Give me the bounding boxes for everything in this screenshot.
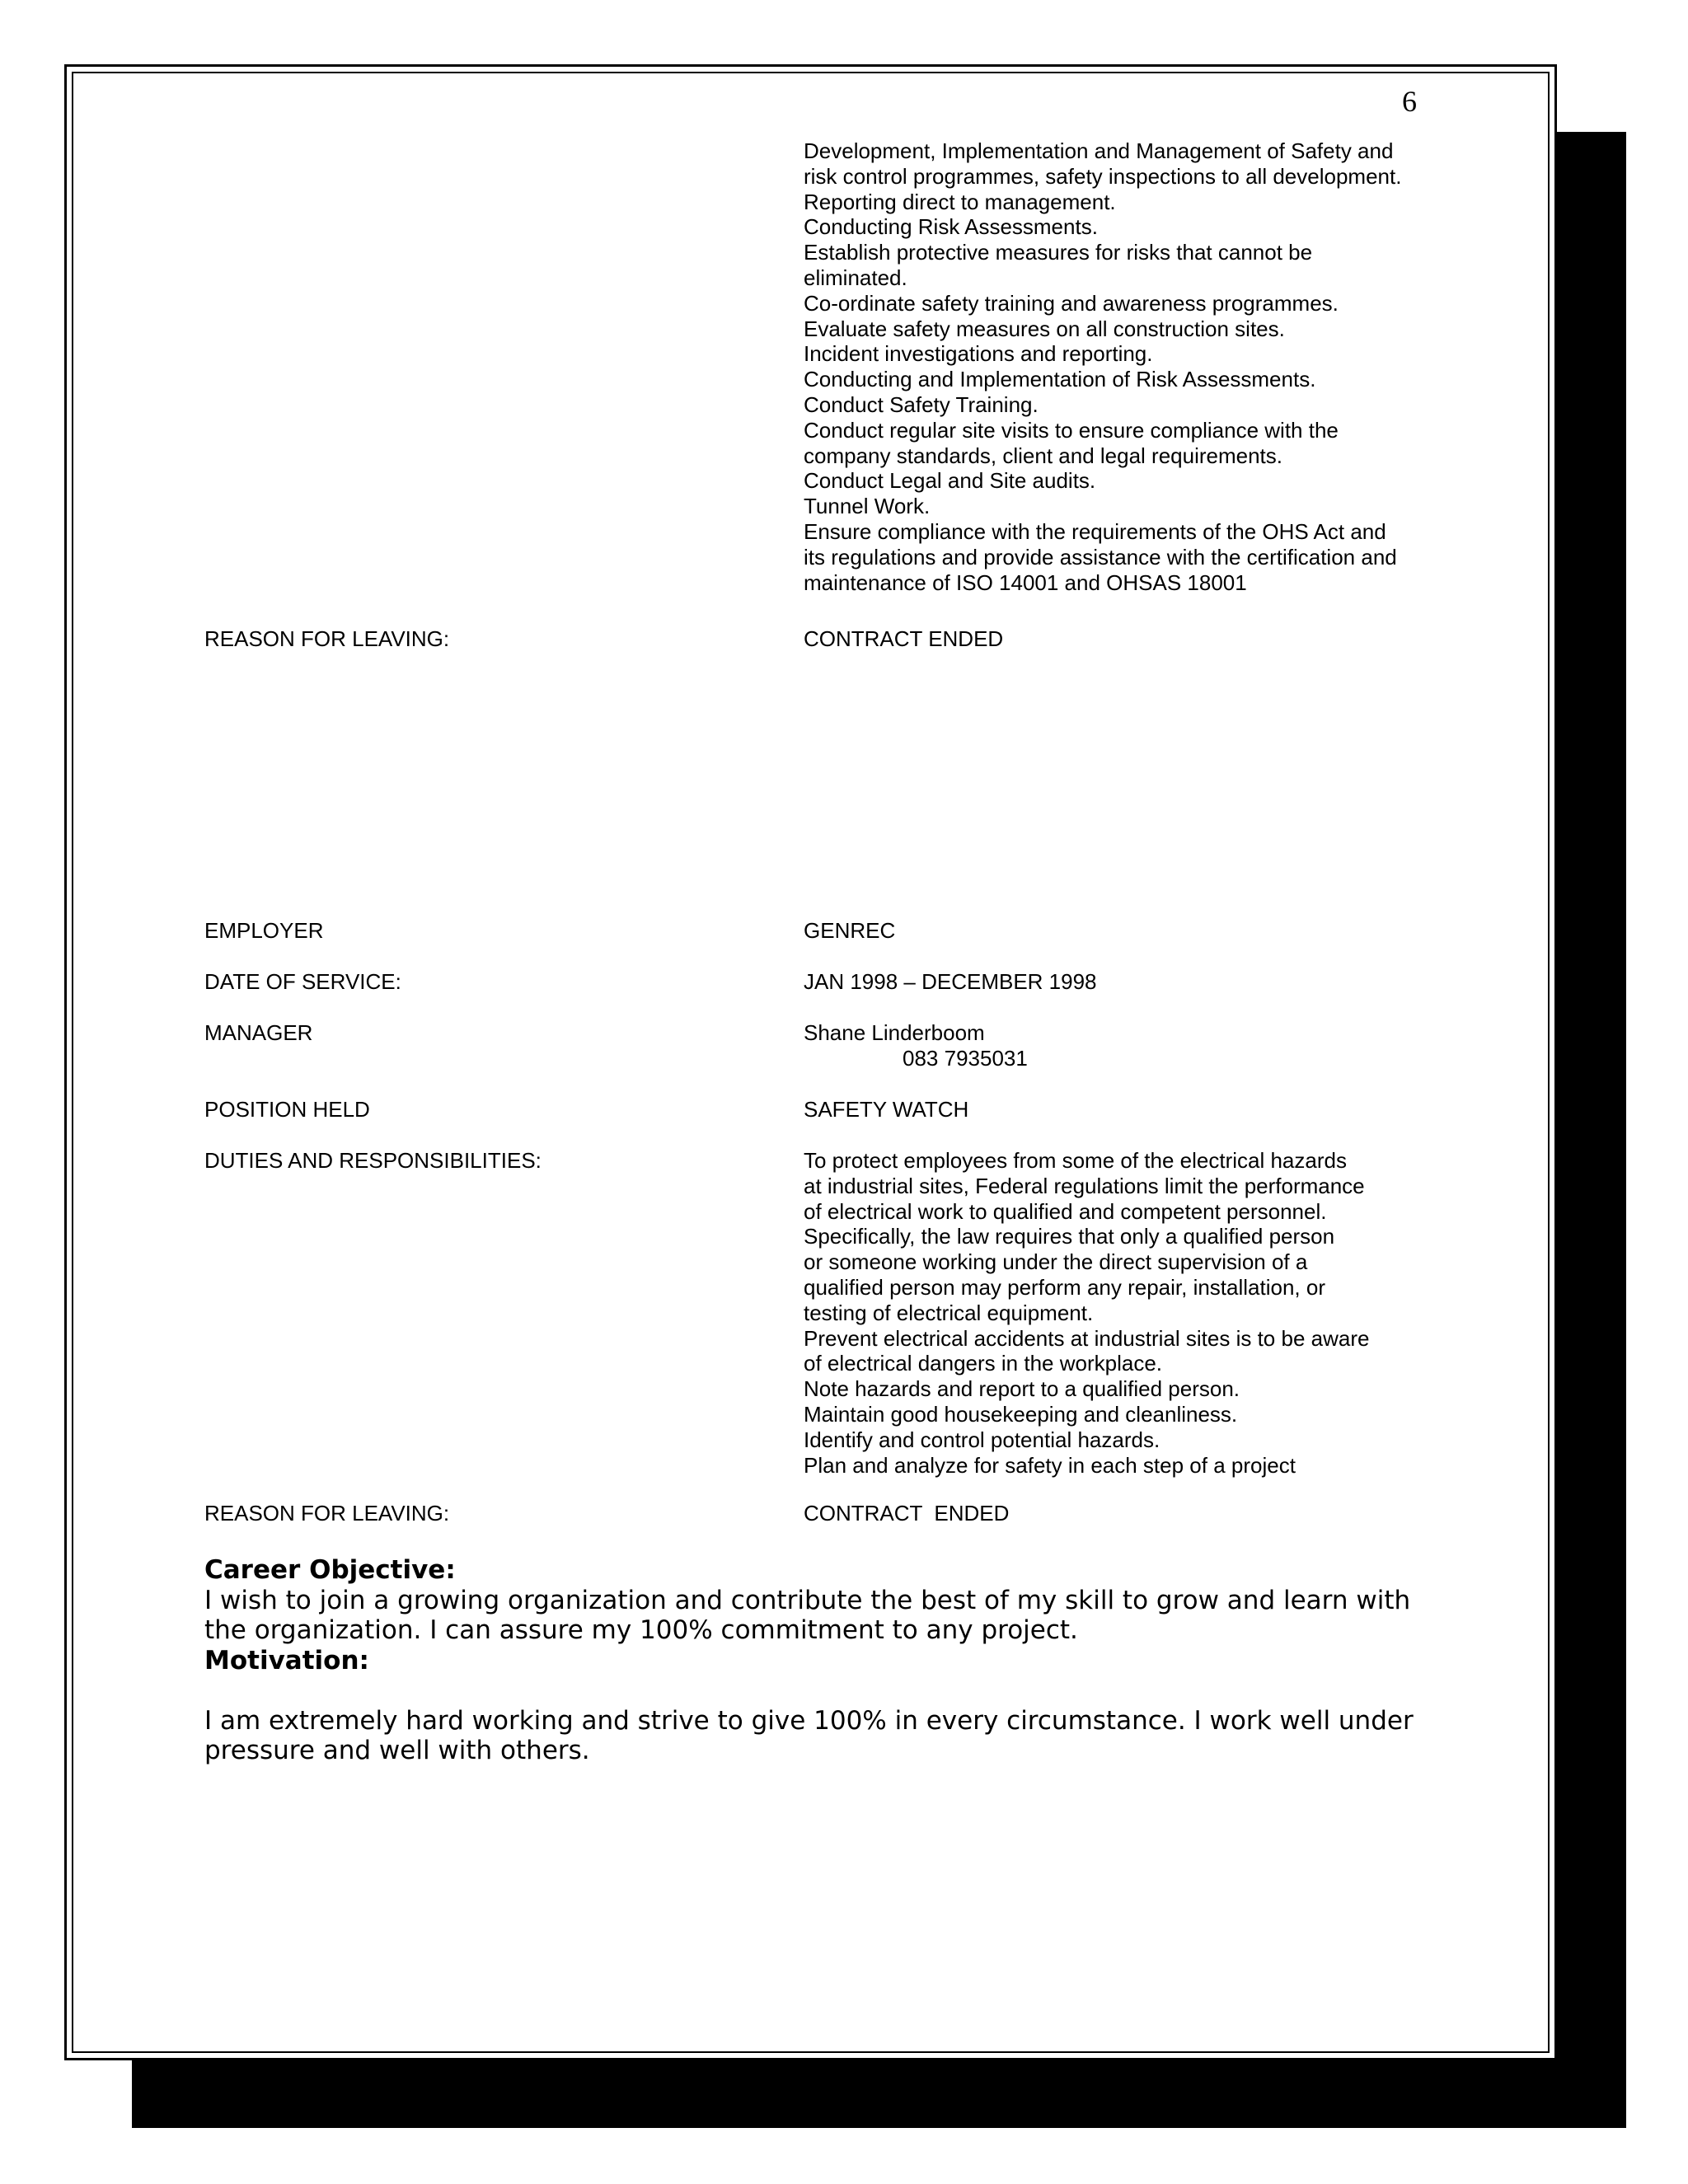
list-item: To protect employees from some of the electrical hazards: [804, 1148, 1347, 1173]
list-item: Conduct regular site visits to ensure compliance with the: [804, 417, 1339, 443]
list-item: eliminated.: [804, 265, 907, 290]
position-held-label: POSITION HELD: [204, 1097, 370, 1122]
career-objective-heading: Career Objective:: [204, 1555, 456, 1585]
manager-phone: 083 7935031: [903, 1046, 1028, 1071]
list-item: of electrical dangers in the workplace.: [804, 1351, 1163, 1376]
second-reason-value: CONTRACT ENDED: [804, 1501, 1010, 1526]
list-item: Development, Implementation and Management of Safety and: [804, 138, 1394, 163]
duties-label: DUTIES AND RESPONSIBILITIES:: [204, 1148, 542, 1173]
list-item: its regulations and provide assistance with the certification and: [804, 544, 1397, 569]
list-item: maintenance of ISO 14001 and OHSAS 18001: [804, 569, 1247, 595]
list-item: Incident investigations and reporting.: [804, 341, 1153, 367]
list-item: or someone working under the direct supervision of a: [804, 1249, 1308, 1275]
career-objective-line: I wish to join a growing organization and contribute the best of my skill to grow and learn with: [204, 1586, 1411, 1615]
list-item: Ensure compliance with the requirements of the OHS Act and: [804, 518, 1386, 544]
list-item: Identify and control potential hazards.: [804, 1427, 1160, 1452]
list-item: Specifically, the law requires that only a qualified person: [804, 1224, 1335, 1249]
list-item: Conducting and Implementation of Risk Assessments.: [804, 367, 1316, 392]
career-objective-line: the organization. I can assure my 100% commitment to any project.: [204, 1615, 1078, 1645]
position-held-value: SAFETY WATCH: [804, 1097, 969, 1122]
list-item: risk control programmes, safety inspections to all development.: [804, 163, 1402, 189]
employer-value: GENREC: [804, 918, 896, 943]
list-item: Maintain good housekeeping and cleanliness.: [804, 1401, 1238, 1427]
list-item: Reporting direct to management.: [804, 189, 1116, 214]
list-item: Tunnel Work.: [804, 494, 931, 519]
list-item: Conduct Legal and Site audits.: [804, 468, 1096, 494]
page-number: 6: [1402, 85, 1417, 118]
manager-name: Shane Linderboom: [804, 1020, 985, 1045]
list-item: qualified person may perform any repair, installation, or: [804, 1274, 1325, 1300]
manager-label: MANAGER: [204, 1020, 313, 1045]
list-item: company standards, client and legal requirements.: [804, 443, 1282, 468]
list-item: testing of electrical equipment.: [804, 1300, 1094, 1325]
list-item: Prevent electrical accidents at industrial sites is to be aware: [804, 1325, 1370, 1351]
list-item: Evaluate safety measures on all construction sites.: [804, 316, 1285, 341]
list-item: Conduct Safety Training.: [804, 391, 1039, 417]
date-of-service-value: JAN 1998 – DECEMBER 1998: [804, 969, 1097, 994]
employer-label: EMPLOYER: [204, 918, 324, 943]
second-job-duties-list: [804, 1148, 1369, 1478]
list-item: Plan and analyze for safety in each step of a project: [804, 1452, 1296, 1478]
second-reason-label: REASON FOR LEAVING:: [204, 1501, 450, 1526]
motivation-line: pressure and well with others.: [204, 1736, 590, 1765]
list-item: Co-ordinate safety training and awareness programmes.: [804, 290, 1339, 316]
first-reason-value: CONTRACT ENDED: [804, 626, 1004, 651]
date-of-service-label: DATE OF SERVICE:: [204, 969, 401, 994]
motivation-line: I am extremely hard working and strive to give 100% in every circumstance. I work well under: [204, 1706, 1414, 1736]
list-item: Establish protective measures for risks that cannot be: [804, 240, 1313, 265]
first-reason-label: REASON FOR LEAVING:: [204, 626, 450, 651]
list-item: Note hazards and report to a qualified person.: [804, 1376, 1240, 1402]
list-item: at industrial sites, Federal regulations limit the performance: [804, 1173, 1365, 1198]
motivation-heading: Motivation:: [204, 1646, 369, 1675]
list-item: of electrical work to qualified and competent personnel.: [804, 1198, 1327, 1224]
list-item: Conducting Risk Assessments.: [804, 214, 1098, 240]
first-job-duties-list: [804, 138, 1401, 595]
